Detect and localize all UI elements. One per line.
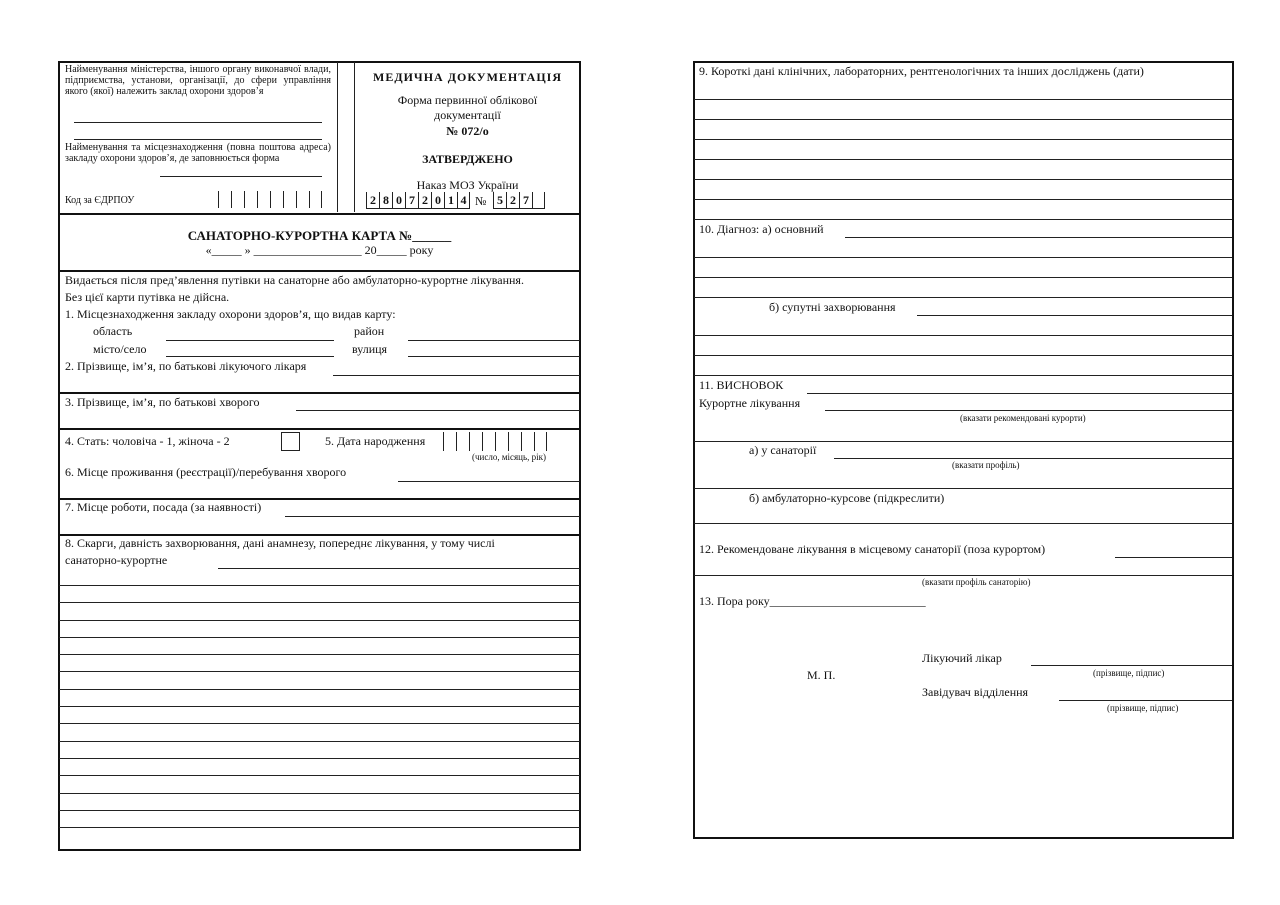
edrpou-code-boxes[interactable] <box>218 191 322 208</box>
doctor-signature-hint: (прізвище, підпис) <box>1093 668 1165 678</box>
concomitant-field[interactable] <box>917 315 1232 316</box>
order-label: Наказ МОЗ України <box>416 178 519 192</box>
ruled-line[interactable] <box>694 355 1232 356</box>
section-1-label: 1. Місцезнаходження закладу охорони здоров’я, що видав карту: <box>65 307 396 321</box>
edrpou-label: Код за ЄДРПОУ <box>65 195 135 206</box>
doctor-signature-field[interactable] <box>1031 665 1232 666</box>
oblast-field[interactable] <box>166 340 334 341</box>
section-7-label: 7. Місце роботи, посада (за наявності) <box>65 500 262 514</box>
divider <box>59 428 580 430</box>
doctor-name-field[interactable] <box>333 375 580 376</box>
digit-box: 0 <box>392 192 405 209</box>
address-label: Найменування та місцезнаходження (повна поштова адреса) закладу охорони здоров’я, де заповнюється форма <box>65 142 331 164</box>
digit-box <box>532 192 545 209</box>
form-number: № 072/о <box>446 124 489 138</box>
order-number-boxes <box>493 192 545 209</box>
ruled-line[interactable] <box>694 119 1232 120</box>
order-date-boxes <box>366 192 470 209</box>
digit-box: 2 <box>418 192 431 209</box>
ministry-line[interactable] <box>74 122 322 123</box>
digit-box: 2 <box>366 192 379 209</box>
ruled-line[interactable] <box>694 99 1232 100</box>
resort-label: Курортне лікування <box>699 396 801 410</box>
ruled-line[interactable] <box>694 297 1232 298</box>
stamp-label: М. П. <box>807 668 836 682</box>
ministry-label: Найменування міністерства, іншого органу виконавчої влади, підприємства, установи, організації, до сфери управління якого (якої) належить заклад охорони здоров’я <box>65 64 331 97</box>
ambulatory-label: б) амбулаторно-курсове (підкреслити) <box>749 491 945 505</box>
ruled-line[interactable] <box>694 179 1232 180</box>
divider <box>694 523 1232 524</box>
ruled-line[interactable] <box>694 199 1232 200</box>
ruled-line[interactable] <box>694 219 1232 220</box>
section-13-label[interactable]: 13. Пора року__________________________ <box>699 594 926 608</box>
ruled-line[interactable] <box>59 827 580 828</box>
section-9-label: 9. Короткі дані клінічних, лабораторних, рентгенологічних та інших досліджень (дати) <box>699 64 1144 78</box>
sanatorium-label: а) у санаторії <box>749 443 817 457</box>
vulytsia-label: вулиця <box>352 342 388 356</box>
ruled-line[interactable] <box>59 602 580 603</box>
digit-box: 1 <box>444 192 457 209</box>
divider <box>694 488 1232 489</box>
section-12-hint: (вказати профіль санаторію) <box>922 577 1031 587</box>
digit-box: 0 <box>431 192 444 209</box>
head-signature-field[interactable] <box>1059 700 1232 701</box>
ruled-line[interactable] <box>59 758 580 759</box>
section-12-label: 12. Рекомендоване лікування в місцевому санаторії (поза курортом) <box>699 542 1046 556</box>
ruled-line[interactable] <box>59 706 580 707</box>
raion-label: район <box>354 324 385 338</box>
divider <box>694 441 1232 442</box>
form-line-1: Форма первинної облікової <box>397 93 538 107</box>
resort-hint: (вказати рекомендовані курорти) <box>960 413 1086 423</box>
header-divider-1 <box>337 62 338 212</box>
complaints-field[interactable] <box>218 568 580 569</box>
digit-box: 5 <box>493 192 506 209</box>
title-bottom-border <box>59 270 580 272</box>
sanatorium-hint: (вказати профіль) <box>952 460 1020 470</box>
ruled-line[interactable] <box>694 277 1232 278</box>
card-date[interactable]: «_____ » __________________ 20_____ року <box>205 243 434 257</box>
intro-text-2: Без цієї карти путівка не дійсна. <box>65 290 230 304</box>
oblast-label: область <box>93 324 133 338</box>
digit-box: 7 <box>405 192 418 209</box>
head-label: Завідувач відділення <box>922 685 1029 699</box>
digit-box: 4 <box>457 192 470 209</box>
ruled-line[interactable] <box>59 620 580 621</box>
dob-boxes[interactable] <box>443 432 547 451</box>
digit-box: 8 <box>379 192 392 209</box>
approved-label: ЗАТВЕРДЖЕНО <box>422 152 513 166</box>
ruled-line[interactable] <box>59 689 580 690</box>
conclusion-field[interactable] <box>807 393 1232 394</box>
local-sanatorium-line[interactable] <box>694 575 1232 576</box>
card-title: САНАТОРНО-КУРОРТНА КАРТА №______ <box>187 228 452 243</box>
ruled-line[interactable] <box>59 671 580 672</box>
divider <box>59 392 580 394</box>
section-10b-label: б) супутні захворювання <box>769 300 896 314</box>
med-doc-heading: МЕДИЧНА ДОКУМЕНТАЦІЯ <box>373 70 562 84</box>
ruled-line[interactable] <box>59 793 580 794</box>
ruled-line[interactable] <box>59 637 580 638</box>
ruled-line[interactable] <box>59 741 580 742</box>
doctor-label: Лікуючий лікар <box>922 651 1002 665</box>
main-diagnosis-field[interactable] <box>845 237 1232 238</box>
ruled-line[interactable] <box>694 375 1232 376</box>
header-bottom-border <box>59 213 580 215</box>
section-8-label-2: санаторно-курортне <box>65 553 168 567</box>
address-line[interactable] <box>160 176 322 177</box>
section-3-label: 3. Прізвище, ім’я, по батькові хворого <box>65 395 260 409</box>
resort-field[interactable] <box>825 410 1232 411</box>
head-signature-hint: (прізвище, підпис) <box>1107 703 1179 713</box>
ruled-line[interactable] <box>694 335 1232 336</box>
local-sanatorium-field[interactable] <box>1115 557 1232 558</box>
workplace-field[interactable] <box>285 516 580 517</box>
sanatorium-field[interactable] <box>834 458 1232 459</box>
section-8-label-1: 8. Скарги, давність захворювання, дані анамнезу, попереднє лікування, у тому числі <box>65 536 495 550</box>
ruled-line[interactable] <box>59 723 580 724</box>
section-2-label: 2. Прізвище, ім’я, по батькові лікуючого лікаря <box>65 359 307 373</box>
section-10a-label: 10. Діагноз: а) основний <box>699 222 824 236</box>
misto-field[interactable] <box>166 356 334 357</box>
digit-box: 7 <box>519 192 532 209</box>
ruled-line[interactable] <box>59 585 580 586</box>
section-6-label: 6. Місце проживання (реєстрації)/перебування хворого <box>65 465 347 479</box>
section-11-label: 11. ВИСНОВОК <box>699 378 784 392</box>
ruled-line[interactable] <box>59 654 580 655</box>
section-5-label: 5. Дата народження <box>325 434 426 448</box>
patient-name-field[interactable] <box>296 410 580 411</box>
digit-box: 2 <box>506 192 519 209</box>
order-number-sign: № <box>475 194 487 208</box>
ruled-line[interactable] <box>59 775 580 776</box>
dob-hint: (число, місяць, рік) <box>472 452 546 462</box>
form-line-2: документації <box>434 108 501 122</box>
section-4-label: 4. Стать: чоловіча - 1, жіноча - 2 <box>65 434 230 448</box>
misto-label: місто/село <box>93 342 147 356</box>
ruled-line[interactable] <box>694 159 1232 160</box>
raion-field[interactable] <box>408 340 580 341</box>
intro-text-1: Видається після пред’явлення путівки на санаторне або амбулаторно-курортне лікування. <box>65 273 524 287</box>
residence-field[interactable] <box>398 481 580 482</box>
ruled-line[interactable] <box>694 139 1232 140</box>
vulytsia-field[interactable] <box>408 356 580 357</box>
ruled-line[interactable] <box>59 810 580 811</box>
ruled-line[interactable] <box>694 257 1232 258</box>
sex-checkbox[interactable] <box>281 432 300 451</box>
ministry-line-2[interactable] <box>74 139 322 140</box>
